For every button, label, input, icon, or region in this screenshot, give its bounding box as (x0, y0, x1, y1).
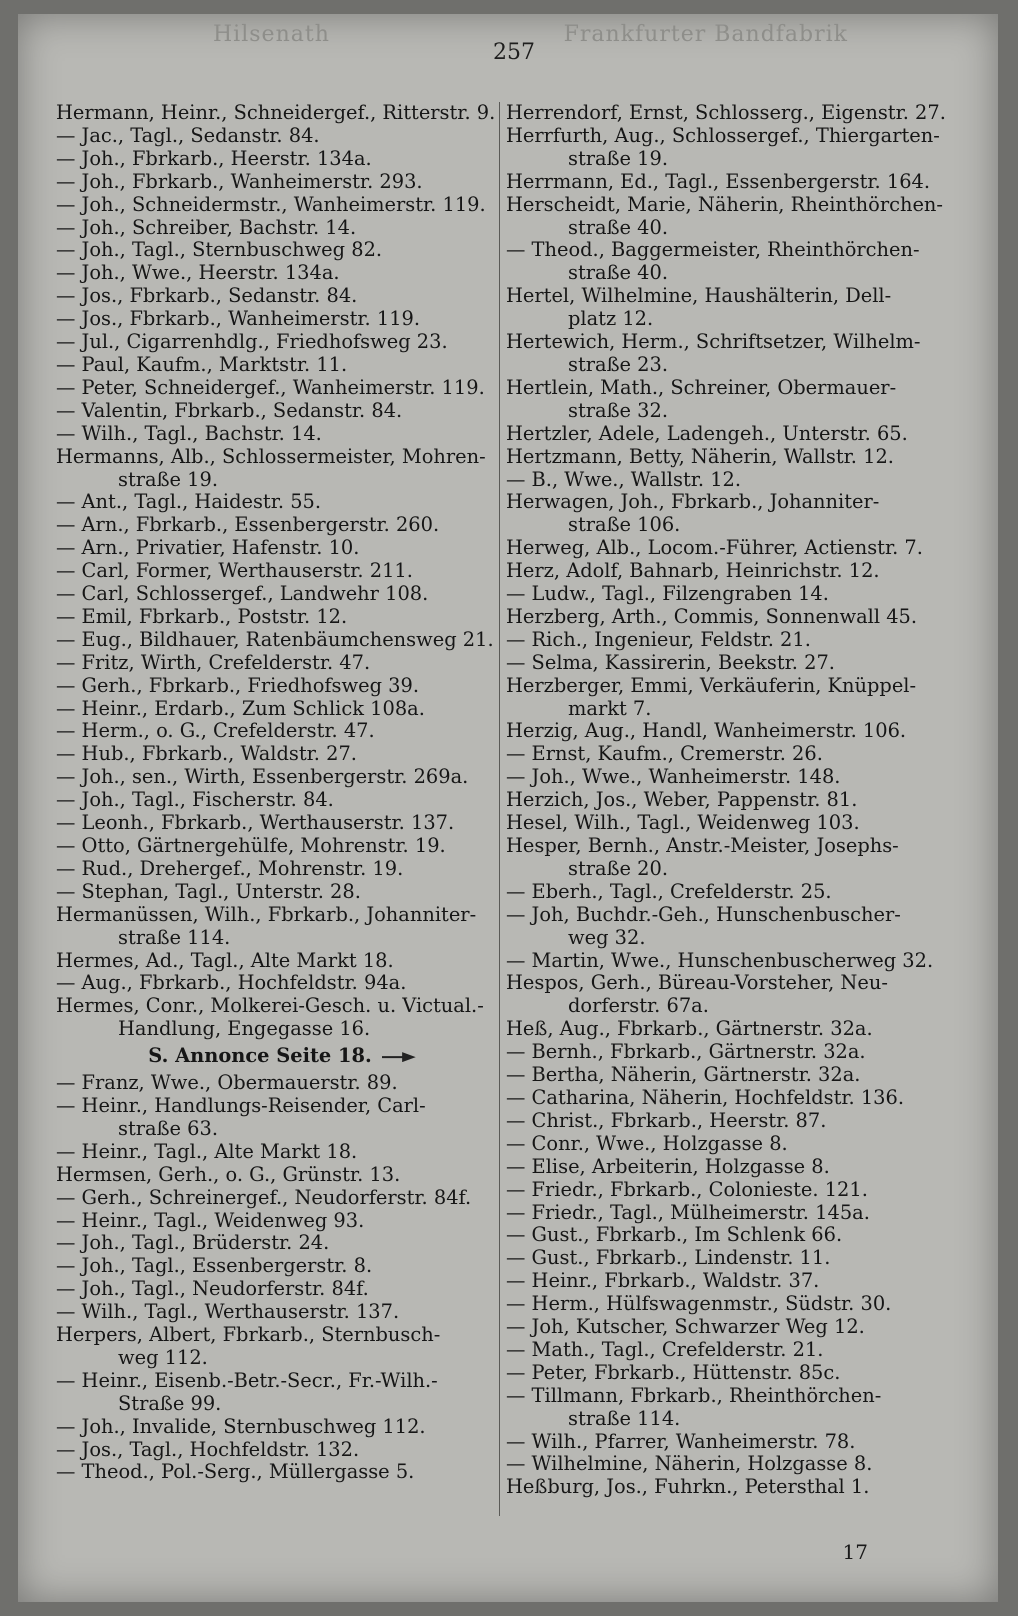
directory-entry (506, 1293, 958, 1316)
entry-continuation (56, 927, 508, 950)
entry-text: straße 40. (568, 261, 669, 285)
entry-text: dorferstr. 67a. (568, 994, 709, 1018)
entry-text: straße 20. (568, 856, 669, 880)
directory-entry (56, 446, 508, 469)
entry-text: S. Annonce Seite 18. (148, 1044, 372, 1068)
entry-continuation (506, 698, 958, 721)
directory-entry (56, 194, 508, 217)
entry-text: — Stephan, Tagl., Unterstr. 28. (56, 879, 361, 903)
directory-entry (56, 331, 508, 354)
directory-entry (56, 1324, 508, 1347)
entry-text: — Arn., Privatier, Hafenstr. 10. (56, 536, 360, 560)
entry-text: Herz, Adolf, Bahnarb, Heinrichstr. 12. (506, 559, 880, 583)
entry-text: — Joh., Schreiber, Bachstr. 14. (56, 215, 357, 239)
page-header (18, 14, 998, 65)
entry-text: — Joh., Wwe., Wanheimerstr. 148. (506, 765, 841, 789)
directory-entry (56, 1164, 508, 1187)
directory-entry (56, 583, 508, 606)
directory-entry (56, 171, 508, 194)
entry-text: — B., Wwe., Wallstr. 12. (506, 467, 742, 491)
entry-text: Herweg, Alb., Locom.-Führer, Actienstr. 7. (506, 536, 923, 560)
right-column (506, 102, 958, 1499)
entry-text: platz 12. (568, 307, 654, 331)
entry-text: — Jos., Fbrkarb., Wanheimerstr. 119. (56, 307, 421, 331)
entry-text: — Joh., Fbrkarb., Heerstr. 134a. (56, 146, 372, 170)
entry-continuation (56, 469, 508, 492)
entry-text: — Friedr., Tagl., Mülheimerstr. 145a. (506, 1200, 870, 1224)
entry-text: — Theod., Baggermeister, Rheinthörchen- (506, 238, 920, 262)
entry-continuation (56, 1393, 508, 1416)
entry-text: — Jac., Tagl., Sedanstr. 84. (56, 123, 320, 147)
directory-entry (506, 194, 958, 217)
directory-entry (56, 904, 508, 927)
entry-text: Herrfurth, Aug., Schlossergef., Thiergarten- (506, 123, 940, 147)
entry-text: — Joh., Tagl., Brüderstr. 24. (56, 1231, 330, 1255)
entry-text: — Rich., Ingenieur, Feldstr. 21. (506, 627, 811, 651)
directory-entry (506, 675, 958, 698)
entry-text: — Wilh., Pfarrer, Wanheimerstr. 78. (506, 1429, 856, 1453)
directory-entry (56, 102, 508, 125)
directory-entry (506, 1270, 958, 1293)
directory-entry (56, 720, 508, 743)
entry-text: straße 32. (568, 398, 669, 422)
directory-entry (506, 1476, 958, 1499)
directory-entry (506, 377, 958, 400)
directory-entry (56, 743, 508, 766)
directory-entry (56, 537, 508, 560)
directory-entry (506, 537, 958, 560)
directory-entry (56, 1232, 508, 1255)
entry-text: — Joh., Tagl., Neudorferstr. 84f. (56, 1277, 369, 1301)
entry-text: — Bernh., Fbrkarb., Gärtnerstr. 32a. (506, 1040, 866, 1064)
entry-text: Hertlein, Math., Schreiner, Obermauer- (506, 375, 897, 399)
entry-text: Hermes, Conr., Molkerei-Gesch. u. Victual.- (56, 994, 484, 1018)
directory-entry (506, 1339, 958, 1362)
directory-entry (506, 950, 958, 973)
entry-text: Hesel, Wilh., Tagl., Weidenweg 103. (506, 811, 860, 835)
entry-continuation (506, 262, 958, 285)
directory-entry (56, 1278, 508, 1301)
directory-entry (56, 239, 508, 262)
directory-entry (56, 1439, 508, 1462)
directory-entry (506, 469, 958, 492)
directory-entry (506, 1156, 958, 1179)
directory-entry (56, 1095, 508, 1118)
directory-entry (506, 1110, 958, 1133)
entry-text: — Fritz, Wirth, Crefelderstr. 47. (56, 650, 371, 674)
entry-text: Herzberg, Arth., Commis, Sonnenwall 45. (506, 604, 918, 628)
entry-text: — Carl, Former, Werthauserstr. 211. (56, 559, 413, 583)
entry-continuation (506, 1408, 958, 1431)
directory-entry (506, 102, 958, 125)
entry-text: — Bertha, Näherin, Gärtnerstr. 32a. (506, 1063, 861, 1087)
directory-entry (56, 285, 508, 308)
entry-text: — Leonh., Fbrkarb., Werthauserstr. 137. (56, 811, 455, 835)
entry-text: straße 19. (118, 467, 219, 491)
entry-continuation (506, 995, 958, 1018)
entry-text: — Jos., Fbrkarb., Sedanstr. 84. (56, 284, 358, 308)
directory-entry (506, 652, 958, 675)
entry-text: — Gerh., Fbrkarb., Friedhofsweg 39. (56, 673, 419, 697)
directory-entry (56, 950, 508, 973)
directory-entry (56, 1416, 508, 1439)
entry-text: — Heinr., Fbrkarb., Waldstr. 37. (506, 1269, 820, 1293)
entry-text: — Joh., Invalide, Sternbuschweg 112. (56, 1414, 426, 1438)
directory-entry (56, 858, 508, 881)
directory-entry (56, 972, 508, 995)
entry-text: — Ernst, Kaufm., Cremerstr. 26. (506, 742, 823, 766)
directory-entry (506, 720, 958, 743)
directory-entry (506, 1431, 958, 1454)
entry-text: — Heinr., Tagl., Weidenweg 93. (56, 1208, 365, 1232)
entry-text: — Conr., Wwe., Holzgasse 8. (506, 1131, 788, 1155)
footer-page-number: 17 (842, 1540, 868, 1564)
entry-text: straße 114. (118, 925, 231, 949)
directory-entry (506, 972, 958, 995)
entry-text: Hertel, Wilhelmine, Haushälterin, Dell- (506, 284, 892, 308)
entry-text: Hesper, Bernh., Anstr.-Meister, Josephs- (506, 834, 899, 857)
header-page-number: 257 (493, 40, 535, 65)
directory-entry (506, 1041, 958, 1064)
directory-entry (56, 1072, 508, 1095)
directory-entry (506, 423, 958, 446)
directory-entry (56, 881, 508, 904)
entry-continuation (506, 400, 958, 423)
directory-entry (56, 1141, 508, 1164)
directory-entry (56, 606, 508, 629)
entry-text: — Wilh., Tagl., Bachstr. 14. (56, 421, 322, 445)
entry-continuation (56, 1347, 508, 1370)
entry-text: — Wilh., Tagl., Werthauserstr. 137. (56, 1300, 400, 1324)
entry-text: straße 19. (568, 146, 669, 170)
directory-entry (56, 308, 508, 331)
entry-text: — Catharina, Näherin, Hochfeldstr. 136. (506, 1085, 904, 1109)
entry-text: — Emil, Fbrkarb., Poststr. 12. (56, 604, 348, 628)
entry-text: Straße 99. (118, 1391, 222, 1415)
entry-text: — Friedr., Fbrkarb., Colonieste. 121. (506, 1177, 868, 1201)
directory-entry (506, 1018, 958, 1041)
directory-entry (506, 812, 958, 835)
directory-entry (56, 423, 508, 446)
entry-text: Hermes, Ad., Tagl., Alte Markt 18. (56, 948, 394, 972)
entry-text: Hertzler, Adele, Ladengeh., Unterstr. 65. (506, 421, 908, 445)
entry-text: Herpers, Albert, Fbrkarb., Sternbusch- (56, 1323, 441, 1347)
entry-text: Hermanns, Alb., Schlossermeister, Mohren- (56, 444, 486, 468)
directory-entry (56, 629, 508, 652)
directory-entry (56, 217, 508, 240)
entry-text: — Eberh., Tagl., Crefelderstr. 25. (506, 879, 832, 903)
directory-entry (506, 606, 958, 629)
entry-text: straße 106. (568, 513, 681, 537)
entry-text: straße 63. (118, 1116, 219, 1140)
entry-text: — Franz, Wwe., Obermauerstr. 89. (56, 1071, 398, 1095)
directory-entry (56, 812, 508, 835)
directory-entry (56, 148, 508, 171)
directory-entry (56, 1255, 508, 1278)
directory-entry (506, 1133, 958, 1156)
directory-entry (506, 331, 958, 354)
entry-text: — Gerh., Schreinergef., Neudorferstr. 84f. (56, 1185, 472, 1209)
entry-text: — Carl, Schlossergef., Landwehr 108. (56, 582, 429, 606)
entry-continuation (506, 514, 958, 537)
entry-text: — Joh., Schneidermstr., Wanheimerstr. 119. (56, 192, 486, 216)
entry-text: weg 112. (118, 1345, 208, 1369)
directory-entry (506, 560, 958, 583)
entry-text: Herrendorf, Ernst, Schlosserg., Eigenstr. 27. (506, 101, 946, 124)
entry-text: — Heinr., Tagl., Alte Markt 18. (56, 1139, 358, 1163)
entry-continuation (56, 1018, 508, 1041)
entry-text: — Aug., Fbrkarb., Hochfeldstr. 94a. (56, 971, 407, 995)
entry-text: straße 23. (568, 352, 669, 376)
directory-entry (506, 629, 958, 652)
directory-entry (506, 1362, 958, 1385)
directory-entry (506, 1179, 958, 1202)
directory-entry (56, 1461, 508, 1484)
entry-text: — Heinr., Erdarb., Zum Schlick 108a. (56, 696, 425, 720)
entry-continuation (506, 858, 958, 881)
entry-text: Herrmann, Ed., Tagl., Essenbergerstr. 164. (506, 169, 931, 193)
entry-text: Hermsen, Gerh., o. G., Grünstr. 13. (56, 1162, 401, 1186)
left-column (56, 102, 508, 1484)
directory-entry (56, 1370, 508, 1393)
entry-text: — Joh., Tagl., Essenbergerstr. 8. (56, 1254, 373, 1278)
entry-text: Hermanüssen, Wilh., Fbrkarb., Johanniter- (56, 902, 477, 926)
entry-text: — Wilhelmine, Näherin, Holzgasse 8. (506, 1452, 873, 1476)
entry-text: — Gust., Fbrkarb., Im Schlenk 66. (506, 1223, 843, 1247)
directory-entry (506, 1385, 958, 1408)
directory-entry (506, 239, 958, 262)
pointing-hand-icon (382, 1052, 416, 1062)
entry-text: — Peter, Fbrkarb., Hüttenstr. 85c. (506, 1360, 841, 1384)
entry-text: — Joh., Tagl., Fischerstr. 84. (56, 788, 334, 812)
entry-text: markt 7. (568, 696, 652, 720)
directory-entry (56, 995, 508, 1018)
directory-entry (506, 1453, 958, 1476)
entry-text: — Paul, Kaufm., Marktstr. 11. (56, 352, 348, 376)
directory-entry (56, 262, 508, 285)
directory-entry (56, 789, 508, 812)
entry-text: Herzberger, Emmi, Verkäuferin, Knüppel- (506, 673, 917, 697)
directory-entry (506, 743, 958, 766)
entry-text: — Valentin, Fbrkarb., Sedanstr. 84. (56, 398, 403, 422)
entry-text: — Arn., Fbrkarb., Essenbergerstr. 260. (56, 513, 440, 537)
directory-entry (506, 835, 958, 858)
entry-text: Herwagen, Joh., Fbrkarb., Johanniter- (506, 490, 880, 514)
directory-entry (506, 1064, 958, 1087)
directory-entry (506, 171, 958, 194)
directory-entry (56, 125, 508, 148)
entry-text: — Herm., o. G., Crefelderstr. 47. (56, 719, 375, 743)
entry-text: Hertewich, Herm., Schriftsetzer, Wilhelm- (506, 330, 921, 354)
directory-entry (506, 491, 958, 514)
directory-entry (506, 1316, 958, 1339)
entry-continuation (506, 354, 958, 377)
entry-text: Heß, Aug., Fbrkarb., Gärtnerstr. 32a. (506, 1017, 873, 1041)
directory-entry (56, 835, 508, 858)
entry-text: — Theod., Pol.-Serg., Müllergasse 5. (56, 1460, 415, 1484)
directory-entry (506, 1247, 958, 1270)
directory-entry (56, 354, 508, 377)
entry-text: Hespos, Gerh., Büreau-Vorsteher, Neu- (506, 971, 888, 995)
entry-text: — Jul., Cigarrenhdlg., Friedhofsweg 23. (56, 330, 448, 354)
directory-entry (56, 377, 508, 400)
entry-text: — Peter, Schneidergef., Wanheimerstr. 119. (56, 375, 485, 399)
annonce-reference (56, 1045, 508, 1068)
directory-entry (56, 1301, 508, 1324)
directory-entry (506, 285, 958, 308)
entry-text: — Math., Tagl., Crefelderstr. 21. (506, 1337, 824, 1361)
entry-continuation (506, 217, 958, 240)
entry-text: — Christ., Fbrkarb., Heerstr. 87. (506, 1108, 827, 1132)
directory-entry (506, 125, 958, 148)
entry-text: — Selma, Kassirerin, Beekstr. 27. (506, 650, 835, 674)
entry-continuation (56, 1118, 508, 1141)
column-divider (499, 102, 500, 1516)
directory-entry (506, 1087, 958, 1110)
entry-text: — Ant., Tagl., Haidestr. 55. (56, 490, 322, 514)
entry-text: Herscheidt, Marie, Näherin, Rheinthörchen- (506, 192, 943, 216)
directory-entry (56, 652, 508, 675)
bleed-through-header-right: Frankfurter Bandfabrik (563, 22, 848, 47)
entry-text: — Otto, Gärtnergehülfe, Mohrenstr. 19. (56, 834, 446, 857)
entry-text: — Martin, Wwe., Hunschenbuscherweg 32. (506, 948, 934, 972)
directory-entry (506, 583, 958, 606)
directory-entry (56, 560, 508, 583)
directory-entry (506, 881, 958, 904)
entry-text: — Rud., Drehergef., Mohrenstr. 19. (56, 856, 404, 880)
entry-continuation (506, 927, 958, 950)
entry-text: straße 40. (568, 215, 669, 239)
entry-text: — Hub., Fbrkarb., Waldstr. 27. (56, 742, 357, 766)
entry-text: Heßburg, Jos., Fuhrkn., Petersthal 1. (506, 1475, 870, 1499)
entry-continuation (506, 308, 958, 331)
entry-text: — Joh., sen., Wirth, Essenbergerstr. 269a. (56, 765, 469, 789)
directory-entry (56, 766, 508, 789)
entry-text: weg 32. (568, 925, 646, 949)
entry-continuation (506, 148, 958, 171)
entry-text: Handlung, Engegasse 16. (118, 1017, 371, 1041)
directory-entry (506, 789, 958, 812)
directory-entry (506, 904, 958, 927)
entry-text: — Jos., Tagl., Hochfeldstr. 132. (56, 1437, 360, 1461)
entry-text: — Joh., Wwe., Heerstr. 134a. (56, 261, 340, 285)
entry-text: — Gust., Fbrkarb., Lindenstr. 11. (506, 1246, 831, 1270)
directory-entry (56, 400, 508, 423)
directory-entry (56, 1187, 508, 1210)
entry-text: — Heinr., Handlungs-Reisender, Carl- (56, 1093, 426, 1117)
directory-entry (506, 446, 958, 469)
entry-text: — Joh, Kutscher, Schwarzer Weg 12. (506, 1315, 865, 1339)
entry-text: straße 114. (568, 1406, 681, 1430)
entry-text: — Ludw., Tagl., Filzengraben 14. (506, 582, 829, 606)
entry-text: — Joh, Buchdr.-Geh., Hunschenbuscher- (506, 902, 901, 926)
directory-entry (506, 766, 958, 789)
entry-text: — Herm., Hülfswagenmstr., Südstr. 30. (506, 1292, 892, 1316)
directory-entry (56, 491, 508, 514)
entry-text: — Eug., Bildhauer, Ratenbäumchensweg 21. (56, 627, 494, 651)
entry-text: — Elise, Arbeiterin, Holzgasse 8. (506, 1154, 830, 1178)
directory-entry (56, 698, 508, 721)
entry-text: Hermann, Heinr., Schneidergef., Ritterstr. 9. (56, 101, 496, 124)
entry-text: — Tillmann, Fbrkarb., Rheinthörchen- (506, 1383, 882, 1407)
entry-text: — Heinr., Eisenb.-Betr.-Secr., Fr.-Wilh.- (56, 1368, 438, 1392)
directory-entry (56, 1210, 508, 1233)
directory-entry (506, 1202, 958, 1225)
entry-text: Hertzmann, Betty, Näherin, Wallstr. 12. (506, 444, 894, 468)
directory-entry (506, 1224, 958, 1247)
directory-entry (56, 675, 508, 698)
directory-entry (56, 514, 508, 537)
entry-text: Herzich, Jos., Weber, Pappenstr. 81. (506, 788, 858, 812)
entry-text: Herzig, Aug., Handl, Wanheimerstr. 106. (506, 719, 907, 743)
directory-page (18, 14, 998, 1602)
entry-text: — Joh., Tagl., Sternbuschweg 82. (56, 238, 383, 262)
entry-text: — Joh., Fbrkarb., Wanheimerstr. 293. (56, 169, 423, 193)
bleed-through-header-left: Hilsenath (213, 22, 330, 47)
